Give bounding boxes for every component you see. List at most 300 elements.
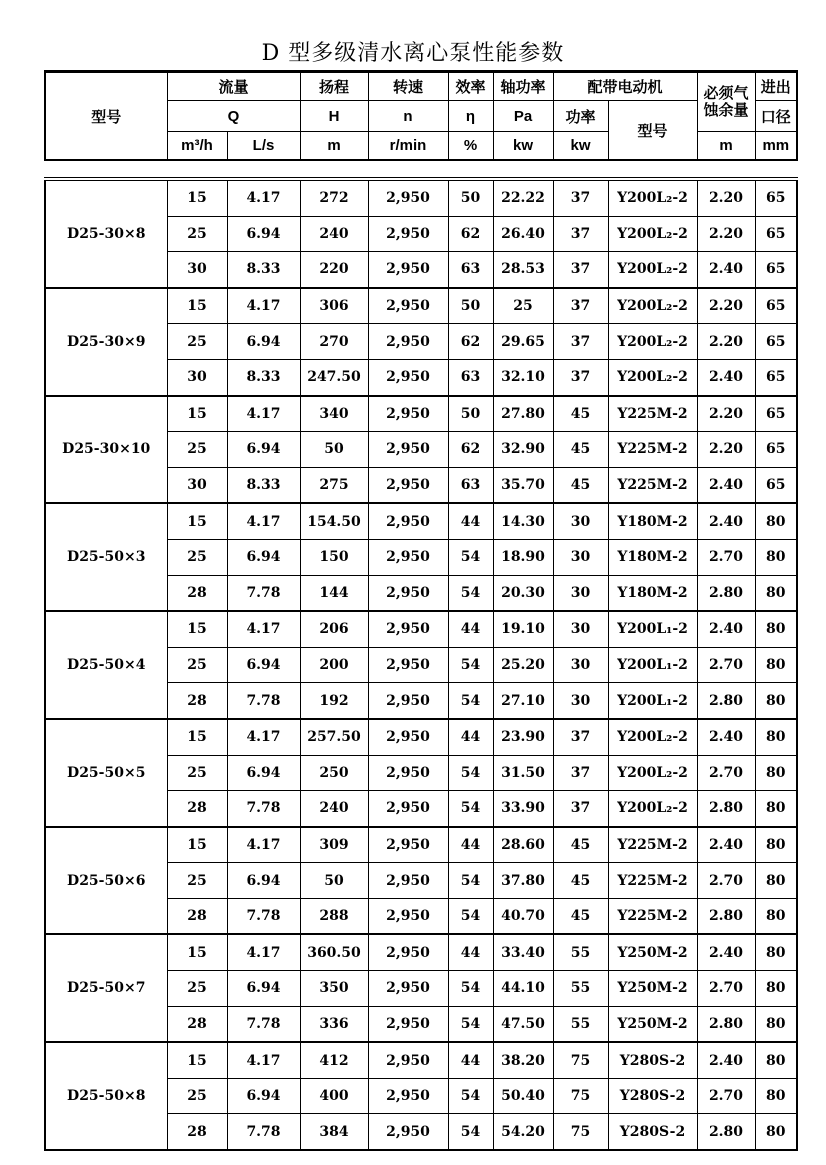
header-shaft-power-unit: kw	[493, 132, 553, 161]
table-row	[45, 1042, 797, 1078]
motor-power-cell: 37	[553, 719, 608, 755]
motor-model-cell: Y200L₂-2	[608, 179, 697, 216]
flow-m3h-cell: 15	[167, 827, 227, 863]
npsh-cell: 2.40	[697, 359, 755, 395]
npsh-cell: 2.20	[697, 432, 755, 468]
speed-cell: 2,950	[368, 827, 448, 863]
head-cell: 240	[300, 791, 368, 827]
flow-ls-cell: 6.94	[227, 324, 300, 360]
motor-power-cell: 30	[553, 575, 608, 611]
motor-model-cell: Y225M-2	[608, 467, 697, 503]
header-flow-unit-m3h: m³/h	[167, 132, 227, 161]
npsh-cell: 2.80	[697, 1114, 755, 1150]
head-cell: 257.50	[300, 719, 368, 755]
port-cell: 65	[755, 216, 797, 252]
shaft-power-cell: 27.80	[493, 396, 553, 432]
port-cell: 80	[755, 863, 797, 899]
motor-power-cell: 45	[553, 898, 608, 934]
shaft-power-cell: 50.40	[493, 1078, 553, 1114]
speed-cell: 2,950	[368, 898, 448, 934]
flow-ls-cell: 6.94	[227, 755, 300, 791]
head-cell: 200	[300, 647, 368, 683]
header-motor-power-unit: kw	[553, 132, 608, 161]
speed-cell: 2,950	[368, 755, 448, 791]
flow-m3h-cell: 25	[167, 647, 227, 683]
efficiency-cell: 54	[448, 683, 493, 719]
motor-power-cell: 37	[553, 755, 608, 791]
table-row	[45, 827, 797, 863]
port-cell: 80	[755, 647, 797, 683]
flow-m3h-cell: 15	[167, 1042, 227, 1078]
flow-m3h-cell: 30	[167, 467, 227, 503]
port-cell: 80	[755, 791, 797, 827]
speed-cell: 2,950	[368, 1078, 448, 1114]
speed-cell: 2,950	[368, 503, 448, 539]
efficiency-cell: 50	[448, 396, 493, 432]
motor-model-cell: Y250M-2	[608, 1006, 697, 1042]
shaft-power-cell: 20.30	[493, 575, 553, 611]
speed-cell: 2,950	[368, 1006, 448, 1042]
table-row	[45, 288, 797, 324]
motor-power-cell: 55	[553, 934, 608, 970]
header-flow: 流量	[167, 72, 300, 101]
npsh-cell: 2.20	[697, 288, 755, 324]
header-motor-power: 功率	[553, 101, 608, 132]
motor-model-cell: Y180M-2	[608, 575, 697, 611]
efficiency-cell: 54	[448, 647, 493, 683]
header-efficiency: 效率	[448, 72, 493, 101]
pump-model-cell: D25-50×4	[45, 611, 167, 719]
flow-m3h-cell: 28	[167, 1006, 227, 1042]
npsh-cell: 2.20	[697, 179, 755, 216]
head-cell: 272	[300, 179, 368, 216]
flow-m3h-cell: 15	[167, 503, 227, 539]
head-cell: 384	[300, 1114, 368, 1150]
motor-power-cell: 45	[553, 432, 608, 468]
npsh-cell: 2.20	[697, 396, 755, 432]
npsh-cell: 2.80	[697, 683, 755, 719]
motor-model-cell: Y200L₂-2	[608, 359, 697, 395]
head-cell: 360.50	[300, 934, 368, 970]
flow-ls-cell: 6.94	[227, 1078, 300, 1114]
head-cell: 206	[300, 611, 368, 647]
flow-m3h-cell: 28	[167, 683, 227, 719]
port-cell: 65	[755, 467, 797, 503]
port-cell: 80	[755, 611, 797, 647]
npsh-cell: 2.80	[697, 791, 755, 827]
header-shaft-power-symbol: Pa	[493, 101, 553, 132]
flow-m3h-cell: 15	[167, 288, 227, 324]
flow-ls-cell: 4.17	[227, 288, 300, 324]
page-title: D 型多级清水离心泵性能参数	[261, 41, 565, 66]
motor-power-cell: 45	[553, 396, 608, 432]
port-cell: 80	[755, 575, 797, 611]
port-cell: 65	[755, 288, 797, 324]
motor-power-cell: 30	[553, 683, 608, 719]
flow-m3h-cell: 15	[167, 396, 227, 432]
pump-model-cell: D25-30×8	[45, 179, 167, 288]
flow-m3h-cell: 15	[167, 179, 227, 216]
shaft-power-cell: 22.22	[493, 179, 553, 216]
motor-power-cell: 37	[553, 252, 608, 288]
efficiency-cell: 54	[448, 971, 493, 1007]
flow-ls-cell: 4.17	[227, 503, 300, 539]
head-cell: 270	[300, 324, 368, 360]
table-row	[45, 934, 797, 970]
flow-ls-cell: 4.17	[227, 179, 300, 216]
flow-ls-cell: 4.17	[227, 934, 300, 970]
efficiency-cell: 44	[448, 827, 493, 863]
flow-ls-cell: 6.94	[227, 432, 300, 468]
header-flow-unit-ls: L/s	[227, 132, 300, 161]
shaft-power-cell: 26.40	[493, 216, 553, 252]
flow-ls-cell: 8.33	[227, 359, 300, 395]
flow-m3h-cell: 28	[167, 791, 227, 827]
header-motor-model: 型号	[608, 101, 697, 161]
motor-model-cell: Y280S-2	[608, 1114, 697, 1150]
efficiency-cell: 63	[448, 467, 493, 503]
speed-cell: 2,950	[368, 539, 448, 575]
port-cell: 80	[755, 683, 797, 719]
speed-cell: 2,950	[368, 179, 448, 216]
shaft-power-cell: 27.10	[493, 683, 553, 719]
shaft-power-cell: 29.65	[493, 324, 553, 360]
header-pump-model: 型号	[45, 72, 167, 161]
npsh-cell: 2.20	[697, 324, 755, 360]
flow-ls-cell: 7.78	[227, 683, 300, 719]
shaft-power-cell: 47.50	[493, 1006, 553, 1042]
efficiency-cell: 54	[448, 791, 493, 827]
npsh-cell: 2.40	[697, 611, 755, 647]
port-cell: 80	[755, 719, 797, 755]
shaft-power-cell: 18.90	[493, 539, 553, 575]
port-cell: 80	[755, 1078, 797, 1114]
head-cell: 400	[300, 1078, 368, 1114]
flow-ls-cell: 4.17	[227, 396, 300, 432]
efficiency-cell: 44	[448, 611, 493, 647]
port-cell: 65	[755, 252, 797, 288]
shaft-power-cell: 25	[493, 288, 553, 324]
speed-cell: 2,950	[368, 324, 448, 360]
port-cell: 80	[755, 539, 797, 575]
flow-m3h-cell: 25	[167, 324, 227, 360]
motor-model-cell: Y200L₁-2	[608, 647, 697, 683]
efficiency-cell: 62	[448, 432, 493, 468]
shaft-power-cell: 32.10	[493, 359, 553, 395]
shaft-power-cell: 23.90	[493, 719, 553, 755]
npsh-cell: 2.70	[697, 539, 755, 575]
header-npsh-unit: m	[697, 132, 755, 161]
motor-model-cell: Y250M-2	[608, 934, 697, 970]
npsh-cell: 2.70	[697, 755, 755, 791]
head-cell: 220	[300, 252, 368, 288]
head-cell: 350	[300, 971, 368, 1007]
efficiency-cell: 44	[448, 934, 493, 970]
flow-ls-cell: 4.17	[227, 827, 300, 863]
header-shaft-power: 轴功率	[493, 72, 553, 101]
efficiency-cell: 54	[448, 1078, 493, 1114]
flow-m3h-cell: 25	[167, 971, 227, 1007]
motor-power-cell: 55	[553, 971, 608, 1007]
speed-cell: 2,950	[368, 683, 448, 719]
port-cell: 80	[755, 1006, 797, 1042]
speed-cell: 2,950	[368, 611, 448, 647]
shaft-power-cell: 37.80	[493, 863, 553, 899]
flow-m3h-cell: 25	[167, 1078, 227, 1114]
head-cell: 275	[300, 467, 368, 503]
efficiency-cell: 54	[448, 863, 493, 899]
efficiency-cell: 62	[448, 216, 493, 252]
speed-cell: 2,950	[368, 396, 448, 432]
motor-model-cell: Y200L₁-2	[608, 683, 697, 719]
flow-m3h-cell: 28	[167, 898, 227, 934]
port-cell: 80	[755, 971, 797, 1007]
npsh-cell: 2.40	[697, 252, 755, 288]
npsh-cell: 2.40	[697, 934, 755, 970]
header-head-unit: m	[300, 132, 368, 161]
flow-m3h-cell: 25	[167, 863, 227, 899]
flow-ls-cell: 6.94	[227, 216, 300, 252]
flow-ls-cell: 8.33	[227, 467, 300, 503]
head-cell: 250	[300, 755, 368, 791]
motor-power-cell: 45	[553, 863, 608, 899]
flow-ls-cell: 6.94	[227, 647, 300, 683]
flow-ls-cell: 6.94	[227, 971, 300, 1007]
flow-m3h-cell: 15	[167, 719, 227, 755]
motor-power-cell: 30	[553, 647, 608, 683]
header-port-line2: 口径	[755, 101, 797, 132]
pump-model-cell: D25-50×6	[45, 827, 167, 935]
motor-power-cell: 37	[553, 179, 608, 216]
npsh-cell: 2.40	[697, 827, 755, 863]
performance-data-table	[44, 177, 798, 1151]
header-table	[44, 70, 798, 161]
shaft-power-cell: 33.90	[493, 791, 553, 827]
head-cell: 50	[300, 863, 368, 899]
motor-power-cell: 75	[553, 1042, 608, 1078]
flow-ls-cell: 6.94	[227, 539, 300, 575]
header-efficiency-unit: %	[448, 132, 493, 161]
speed-cell: 2,950	[368, 934, 448, 970]
header-port-unit: mm	[755, 132, 797, 161]
efficiency-cell: 54	[448, 539, 493, 575]
pump-model-cell: D25-50×5	[45, 719, 167, 827]
motor-power-cell: 45	[553, 467, 608, 503]
shaft-power-cell: 40.70	[493, 898, 553, 934]
motor-model-cell: Y225M-2	[608, 898, 697, 934]
port-cell: 80	[755, 827, 797, 863]
motor-power-cell: 75	[553, 1114, 608, 1150]
speed-cell: 2,950	[368, 863, 448, 899]
flow-ls-cell: 6.94	[227, 863, 300, 899]
npsh-cell: 2.70	[697, 863, 755, 899]
head-cell: 340	[300, 396, 368, 432]
motor-power-cell: 37	[553, 324, 608, 360]
motor-model-cell: Y250M-2	[608, 971, 697, 1007]
header-port-line1: 进出	[755, 72, 797, 101]
header-npsh	[697, 72, 755, 132]
motor-model-cell: Y225M-2	[608, 827, 697, 863]
head-cell: 144	[300, 575, 368, 611]
flow-ls-cell: 4.17	[227, 719, 300, 755]
table-row	[45, 396, 797, 432]
flow-ls-cell: 8.33	[227, 252, 300, 288]
motor-power-cell: 55	[553, 1006, 608, 1042]
speed-cell: 2,950	[368, 1042, 448, 1078]
table-row	[45, 503, 797, 539]
speed-cell: 2,950	[368, 1114, 448, 1150]
port-cell: 80	[755, 503, 797, 539]
motor-power-cell: 37	[553, 216, 608, 252]
shaft-power-cell: 38.20	[493, 1042, 553, 1078]
pump-model-cell: D25-50×7	[45, 934, 167, 1042]
flow-m3h-cell: 25	[167, 432, 227, 468]
motor-model-cell: Y200L₁-2	[608, 611, 697, 647]
shaft-power-cell: 28.60	[493, 827, 553, 863]
npsh-cell: 2.80	[697, 898, 755, 934]
motor-power-cell: 45	[553, 827, 608, 863]
port-cell: 65	[755, 324, 797, 360]
flow-ls-cell: 4.17	[227, 611, 300, 647]
efficiency-cell: 50	[448, 288, 493, 324]
flow-ls-cell: 7.78	[227, 898, 300, 934]
speed-cell: 2,950	[368, 288, 448, 324]
speed-cell: 2,950	[368, 647, 448, 683]
motor-model-cell: Y180M-2	[608, 503, 697, 539]
flow-ls-cell: 7.78	[227, 575, 300, 611]
header-speed-unit: r/min	[368, 132, 448, 161]
head-cell: 192	[300, 683, 368, 719]
motor-model-cell: Y200L₂-2	[608, 791, 697, 827]
speed-cell: 2,950	[368, 791, 448, 827]
motor-model-cell: Y200L₂-2	[608, 324, 697, 360]
efficiency-cell: 54	[448, 1114, 493, 1150]
port-cell: 80	[755, 1042, 797, 1078]
head-cell: 288	[300, 898, 368, 934]
table-row	[45, 611, 797, 647]
pump-model-cell: D25-50×3	[45, 503, 167, 611]
header-npsh-line2: 蚀余量	[703, 102, 749, 119]
header-speed-symbol: n	[368, 101, 448, 132]
motor-power-cell: 30	[553, 503, 608, 539]
motor-model-cell: Y200L₂-2	[608, 288, 697, 324]
flow-m3h-cell: 28	[167, 1114, 227, 1150]
header-flow-symbol: Q	[167, 101, 300, 132]
port-cell: 65	[755, 432, 797, 468]
npsh-cell: 2.70	[697, 647, 755, 683]
pump-model-cell: D25-30×10	[45, 396, 167, 504]
speed-cell: 2,950	[368, 719, 448, 755]
head-cell: 154.50	[300, 503, 368, 539]
shaft-power-cell: 19.10	[493, 611, 553, 647]
flow-m3h-cell: 30	[167, 359, 227, 395]
efficiency-cell: 44	[448, 1042, 493, 1078]
motor-model-cell: Y200L₂-2	[608, 216, 697, 252]
shaft-power-cell: 25.20	[493, 647, 553, 683]
flow-ls-cell: 4.17	[227, 1042, 300, 1078]
flow-m3h-cell: 28	[167, 575, 227, 611]
head-cell: 240	[300, 216, 368, 252]
port-cell: 65	[755, 179, 797, 216]
shaft-power-cell: 35.70	[493, 467, 553, 503]
speed-cell: 2,950	[368, 432, 448, 468]
motor-power-cell: 37	[553, 791, 608, 827]
head-cell: 247.50	[300, 359, 368, 395]
npsh-cell: 2.70	[697, 971, 755, 1007]
motor-model-cell: Y200L₂-2	[608, 252, 697, 288]
head-cell: 306	[300, 288, 368, 324]
motor-model-cell: Y225M-2	[608, 432, 697, 468]
header-head-symbol: H	[300, 101, 368, 132]
motor-power-cell: 37	[553, 288, 608, 324]
motor-model-cell: Y180M-2	[608, 539, 697, 575]
npsh-cell: 2.80	[697, 1006, 755, 1042]
header-npsh-line1: 必须气	[703, 84, 749, 102]
speed-cell: 2,950	[368, 467, 448, 503]
table-row	[45, 179, 797, 216]
motor-model-cell: Y200L₂-2	[608, 719, 697, 755]
efficiency-cell: 54	[448, 898, 493, 934]
head-cell: 412	[300, 1042, 368, 1078]
shaft-power-cell: 44.10	[493, 971, 553, 1007]
shaft-power-cell: 14.30	[493, 503, 553, 539]
motor-power-cell: 75	[553, 1078, 608, 1114]
header-speed: 转速	[368, 72, 448, 101]
flow-m3h-cell: 15	[167, 934, 227, 970]
npsh-cell: 2.40	[697, 467, 755, 503]
table-row	[45, 719, 797, 755]
efficiency-cell: 50	[448, 179, 493, 216]
efficiency-cell: 62	[448, 324, 493, 360]
flow-m3h-cell: 25	[167, 755, 227, 791]
speed-cell: 2,950	[368, 575, 448, 611]
efficiency-cell: 63	[448, 252, 493, 288]
flow-ls-cell: 7.78	[227, 1114, 300, 1150]
header-head: 扬程	[300, 72, 368, 101]
motor-power-cell: 37	[553, 359, 608, 395]
flow-m3h-cell: 25	[167, 216, 227, 252]
port-cell: 80	[755, 934, 797, 970]
efficiency-cell: 63	[448, 359, 493, 395]
port-cell: 65	[755, 396, 797, 432]
efficiency-cell: 44	[448, 719, 493, 755]
shaft-power-cell: 28.53	[493, 252, 553, 288]
efficiency-cell: 54	[448, 575, 493, 611]
header-motor: 配带电动机	[553, 72, 697, 101]
npsh-cell: 2.20	[697, 216, 755, 252]
npsh-cell: 2.40	[697, 719, 755, 755]
efficiency-cell: 54	[448, 1006, 493, 1042]
head-cell: 150	[300, 539, 368, 575]
flow-m3h-cell: 30	[167, 252, 227, 288]
shaft-power-cell: 32.90	[493, 432, 553, 468]
shaft-power-cell: 31.50	[493, 755, 553, 791]
flow-ls-cell: 7.78	[227, 1006, 300, 1042]
speed-cell: 2,950	[368, 971, 448, 1007]
speed-cell: 2,950	[368, 359, 448, 395]
head-cell: 50	[300, 432, 368, 468]
motor-model-cell: Y225M-2	[608, 863, 697, 899]
pump-model-cell: D25-50×8	[45, 1042, 167, 1150]
port-cell: 65	[755, 359, 797, 395]
port-cell: 80	[755, 1114, 797, 1150]
motor-model-cell: Y225M-2	[608, 396, 697, 432]
shaft-power-cell: 54.20	[493, 1114, 553, 1150]
shaft-power-cell: 33.40	[493, 934, 553, 970]
motor-power-cell: 30	[553, 611, 608, 647]
head-cell: 336	[300, 1006, 368, 1042]
header-efficiency-symbol: η	[448, 101, 493, 132]
